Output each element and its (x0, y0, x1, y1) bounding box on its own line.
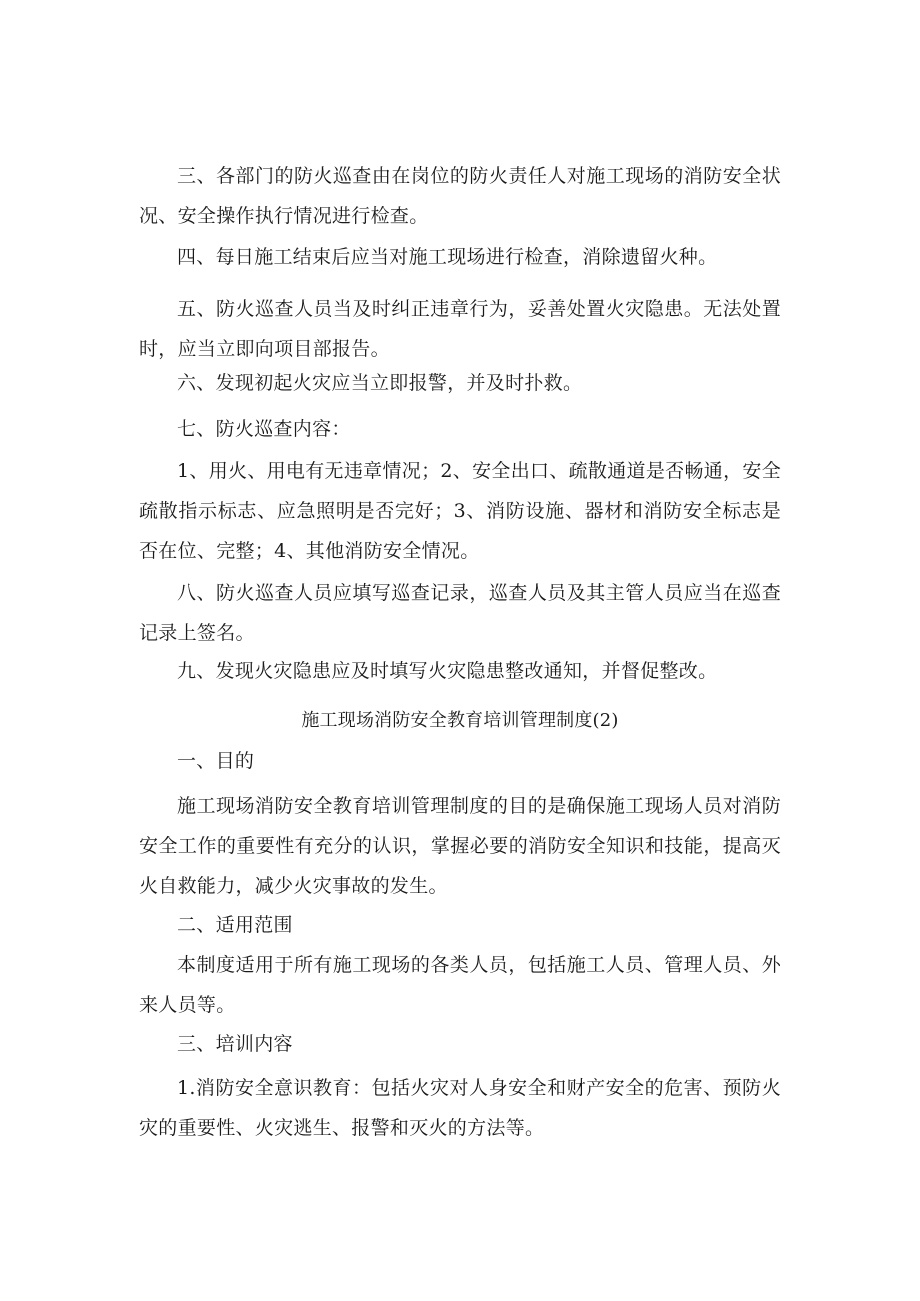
paragraph-report-fire: 六、发现初起火灾应当立即报警，并及时扑救。 (177, 372, 583, 394)
paragraph-safety-awareness: 1.消防安全意识教育：包括火灾对人身安全和财产安全的危害、预防火灾的重要性、火灾逃生、报警和灭火的方法等。 (139, 1077, 781, 1139)
heading-training-content: 三、培训内容 (177, 1033, 293, 1055)
paragraph-purpose: 施工现场消防安全教育培训管理制度的目的是确保施工现场人员对消防安全工作的重要性有充分的认识，掌握必要的消防安全知识和技能，提高灭火自救能力，减少火灾事故的发生。 (139, 795, 781, 897)
paragraph-patrol-records: 八、防火巡查人员应填写巡查记录，巡查人员及其主管人员应当在巡查记录上签名。 (139, 582, 781, 644)
section-title: 施工现场消防安全教育培训管理制度(2) (301, 710, 619, 731)
paragraph-correct-violations: 五、防火巡查人员当及时纠正违章行为，妥善处置火灾隐患。无法处置时，应当立即向项目部报告。 (139, 298, 781, 360)
paragraph-hazard-notice: 九、发现火灾隐患应及时填写火灾隐患整改通知，并督促整改。 (177, 660, 718, 682)
paragraph-patrol-content-heading: 七、防火巡查内容： (177, 418, 351, 440)
paragraph-patrol-dept: 三、各部门的防火巡查由在岗位的防火责任人对施工现场的消防安全状况、安全操作执行情况进行检查。 (139, 165, 781, 227)
heading-purpose: 一、目的 (177, 750, 255, 772)
paragraph-patrol-content-list: 1、用火、用电有无违章情况；2、安全出口、疏散通道是否畅通，安全疏散指示标志、应急照明是否完好；3、消防设施、器材和消防安全标志是否在位、完整；4、其他消防安全情况。 (139, 460, 781, 562)
paragraph-daily-check: 四、每日施工结束后应当对施工现场进行检查，消除遗留火种。 (177, 246, 718, 268)
heading-scope: 二、适用范围 (177, 914, 293, 936)
paragraph-scope: 本制度适用于所有施工现场的各类人员，包括施工人员、管理人员、外来人员等。 (139, 954, 781, 1016)
